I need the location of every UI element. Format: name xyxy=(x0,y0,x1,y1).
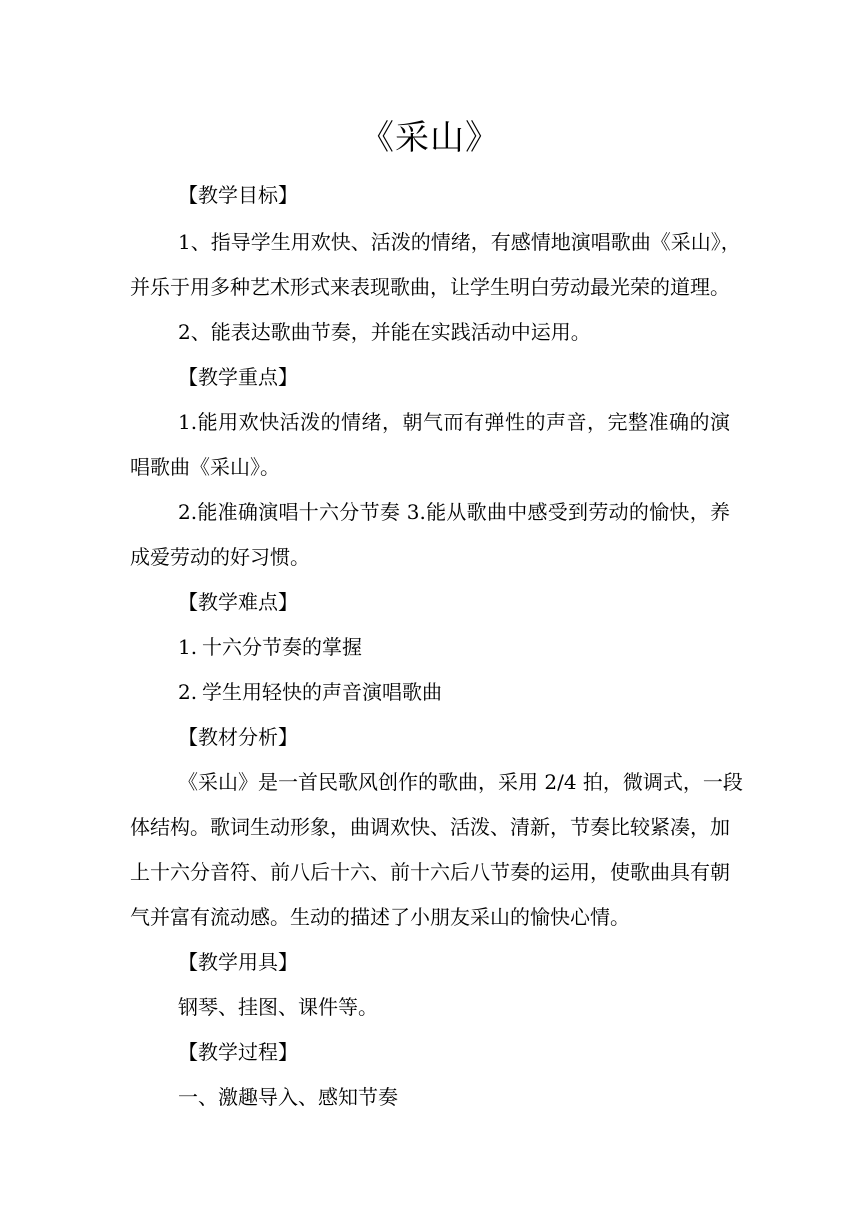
difficulty-item-2-text: 学生用轻快的声音演唱歌曲 xyxy=(202,680,442,704)
analysis-line-4: 气并富有流动感。生动的描述了小朋友采山的愉快心情。 xyxy=(130,905,630,929)
section-heading-analysis: 【教材分析】 xyxy=(178,725,298,749)
difficulty-item-1-text: 十六分节奏的掌握 xyxy=(202,635,362,659)
section-heading-process: 【教学过程】 xyxy=(178,1040,298,1064)
analysis-line-3: 上十六分音符、前八后十六、前十六后八节奏的运用，使歌曲具有朝 xyxy=(130,860,730,884)
difficulty-item-2-number: 2. xyxy=(178,680,198,704)
key-points-paragraph-1-line-1: 1.能用欢快活泼的情绪，朝气而有弹性的声音，完整准确的演 xyxy=(178,410,730,434)
section-heading-key-points: 【教学重点】 xyxy=(178,365,298,389)
page-title: 《采山》 xyxy=(360,118,500,158)
difficulty-item-2 xyxy=(178,677,730,707)
key-points-paragraph-1-line-2: 唱歌曲《采山》。 xyxy=(130,455,280,479)
process-step-1: 一、激趣导入、感知节奏 xyxy=(178,1085,398,1109)
tools-text: 钢琴、挂图、课件等。 xyxy=(178,995,378,1019)
objectives-paragraph-1-line-2: 并乐于用多种艺术形式来表现歌曲，让学生明白劳动最光荣的道理。 xyxy=(130,275,730,299)
section-heading-objectives: 【教学目标】 xyxy=(178,183,298,207)
difficulty-item-1 xyxy=(178,632,730,662)
analysis-line-2: 体结构。歌词生动形象，曲调欢快、活泼、清新，节奏比较紧凑，加 xyxy=(130,815,730,839)
key-points-paragraph-2-line-1: 2.能准确演唱十六分节奏 3.能从歌曲中感受到劳动的愉快，养 xyxy=(178,500,730,524)
analysis-line-1: 《采山》是一首民歌风创作的歌曲，采用 2/4 拍，微调式，一段 xyxy=(178,770,743,794)
section-heading-tools: 【教学用具】 xyxy=(178,950,298,974)
section-heading-difficulties: 【教学难点】 xyxy=(178,590,298,614)
objectives-paragraph-2: 2、能表达歌曲节奏，并能在实践活动中运用。 xyxy=(178,320,591,344)
objectives-paragraph-1-line-1: 1、指导学生用欢快、活泼的情绪，有感情地演唱歌曲《采山》， xyxy=(178,230,741,254)
difficulty-item-1-number: 1. xyxy=(178,635,198,659)
key-points-paragraph-2-line-2: 成爱劳动的好习惯。 xyxy=(130,545,310,569)
